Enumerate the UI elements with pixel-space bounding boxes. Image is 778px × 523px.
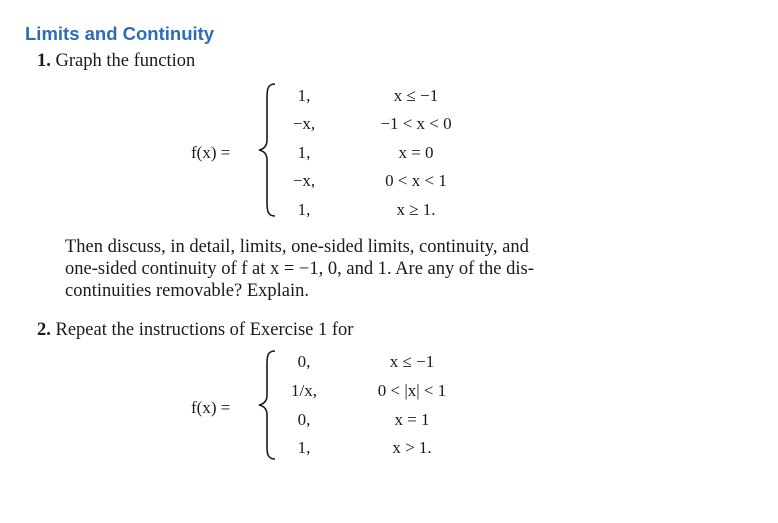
exercise-2-case-3-value: 0,: [297, 410, 311, 429]
paragraph-line-1: Then discuss, in detail, limits, one-sided limits, continuity, and: [65, 237, 529, 257]
exercise-1-case-2-condition: −1 < x < 0: [380, 114, 452, 133]
exercise-1-paragraph: [65, 236, 675, 302]
exercise-1-case-5-condition: x ≥ 1.: [396, 200, 436, 219]
exercise-1-number: 1.: [37, 51, 51, 71]
exercise-2-case-4-value: 1,: [297, 438, 311, 457]
section-heading: Limits and Continuity: [25, 23, 215, 44]
exercise-1-lhs: f(x) =: [191, 143, 231, 162]
exercise-1-case-5-value: 1,: [297, 200, 311, 219]
exercise-1-case-2-value: −x,: [292, 114, 316, 133]
exercise-1-header: [37, 51, 195, 72]
exercise-2-case-1-value: 0,: [297, 352, 311, 371]
paragraph-line-3: continuities removable? Explain.: [65, 281, 310, 301]
exercise-2-header: [37, 320, 353, 341]
exercise-1-case-1-condition: x ≤ −1: [393, 86, 439, 105]
exercise-2-case-1-condition: x ≤ −1: [389, 352, 435, 371]
exercise-2-text: Repeat the instructions of Exercise 1 for: [55, 320, 354, 340]
exercise-1-case-1-value: 1,: [297, 86, 311, 105]
exercise-1-case-4-condition: 0 < x < 1: [385, 171, 447, 190]
exercise-2-case-2-value: 1/x,: [291, 381, 317, 400]
exercise-2-number: 2.: [37, 320, 51, 340]
exercise-2-case-2-condition: 0 < |x| < 1: [377, 381, 447, 400]
exercise-1-text: Graph the function: [55, 51, 196, 71]
exercise-2-lhs: f(x) =: [191, 398, 231, 417]
exercise-1-case-4-value: −x,: [292, 171, 316, 190]
exercise-1-case-3-condition: x = 0: [398, 143, 434, 162]
exercise-1-left-brace: [256, 82, 278, 218]
exercise-2-case-3-condition: x = 1: [394, 410, 430, 429]
exercise-2-left-brace: [256, 349, 278, 461]
exercise-1-case-3-value: 1,: [297, 143, 311, 162]
exercise-2-case-4-condition: x > 1.: [392, 438, 432, 457]
paragraph-line-2: one-sided continuity of f at x = −1, 0, and 1. Are any of the dis-: [65, 259, 534, 279]
